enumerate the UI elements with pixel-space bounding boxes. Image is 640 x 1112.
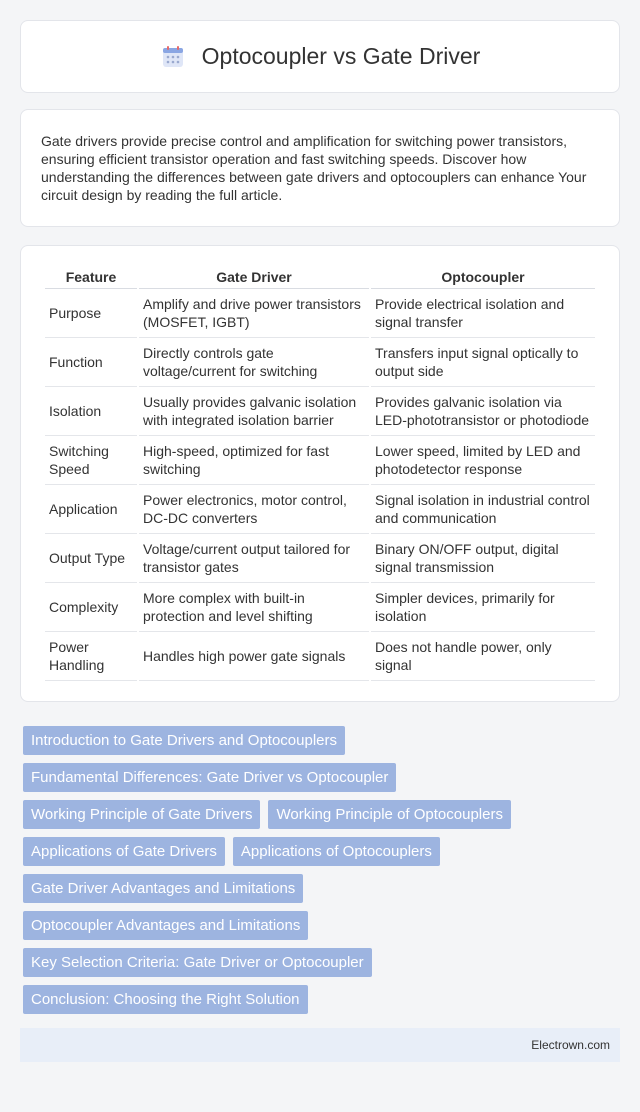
link-working-principle-gate-drivers[interactable]: Working Principle of Gate Drivers (23, 800, 260, 829)
table-row (45, 485, 595, 534)
cell-feature: Function (45, 338, 137, 387)
link-conclusion[interactable]: Conclusion: Choosing the Right Solution (23, 985, 308, 1014)
table-row (45, 387, 595, 436)
cell-feature: Switching Speed (45, 436, 137, 485)
page-title: Optocoupler vs Gate Driver (201, 43, 481, 69)
cell-optocoupler: Lower speed, limited by LED and photodetector response (371, 436, 595, 485)
title-card (20, 20, 620, 93)
cell-gate-driver: Usually provides galvanic isolation with integrated isolation barrier (139, 387, 369, 436)
cell-optocoupler: Does not handle power, only signal (371, 632, 595, 681)
cell-gate-driver: Handles high power gate signals (139, 632, 369, 681)
calendar-grid-icon (160, 44, 186, 70)
table-row (45, 338, 595, 387)
table-header-row (45, 262, 595, 289)
header-optocoupler: Optocoupler (371, 262, 595, 289)
cell-feature: Power Handling (45, 632, 137, 681)
comparison-table-card (20, 245, 620, 702)
intro-card (20, 109, 620, 227)
cell-gate-driver: Power electronics, motor control, DC-DC converters (139, 485, 369, 534)
link-introduction[interactable]: Introduction to Gate Drivers and Optocouplers (23, 726, 345, 755)
header-gate-driver: Gate Driver (139, 262, 369, 289)
table-row (45, 632, 595, 681)
link-applications-optocouplers[interactable]: Applications of Optocouplers (233, 837, 440, 866)
cell-gate-driver: Voltage/current output tailored for transistor gates (139, 534, 369, 583)
intro-paragraph: Gate drivers provide precise control and amplification for switching power transistors, ensuring efficient transistor operation and fast switching speeds. Discover how understanding the differences between gate drivers and optocouplers can enhance Your circuit design by reading the full article. (41, 133, 587, 203)
cell-optocoupler: Signal isolation in industrial control and communication (371, 485, 595, 534)
cell-optocoupler: Simpler devices, primarily for isolation (371, 583, 595, 632)
cell-optocoupler: Transfers input signal optically to output side (371, 338, 595, 387)
link-working-principle-optocouplers[interactable]: Working Principle of Optocouplers (268, 800, 511, 829)
table-row (45, 289, 595, 338)
cell-feature: Output Type (45, 534, 137, 583)
link-applications-gate-drivers[interactable]: Applications of Gate Drivers (23, 837, 225, 866)
cell-gate-driver: High-speed, optimized for fast switching (139, 436, 369, 485)
cell-feature: Isolation (45, 387, 137, 436)
table-row (45, 436, 595, 485)
footer (20, 1028, 620, 1062)
footer-site-name: Electrown.com (531, 1038, 610, 1052)
cell-gate-driver: Directly controls gate voltage/current for switching (139, 338, 369, 387)
cell-optocoupler: Provide electrical isolation and signal transfer (371, 289, 595, 338)
cell-optocoupler: Binary ON/OFF output, digital signal transmission (371, 534, 595, 583)
cell-gate-driver: Amplify and drive power transistors (MOSFET, IGBT) (139, 289, 369, 338)
header-feature: Feature (45, 262, 137, 289)
cell-optocoupler: Provides galvanic isolation via LED-phototransistor or photodiode (371, 387, 595, 436)
link-selection-criteria[interactable]: Key Selection Criteria: Gate Driver or Optocoupler (23, 948, 372, 977)
comparison-table (43, 262, 597, 681)
article-links (20, 726, 620, 1014)
cell-feature: Purpose (45, 289, 137, 338)
cell-feature: Complexity (45, 583, 137, 632)
table-row (45, 534, 595, 583)
table-row (45, 583, 595, 632)
link-fundamental-differences[interactable]: Fundamental Differences: Gate Driver vs Optocoupler (23, 763, 396, 792)
cell-gate-driver: More complex with built-in protection and level shifting (139, 583, 369, 632)
link-gate-driver-advantages[interactable]: Gate Driver Advantages and Limitations (23, 874, 303, 903)
cell-feature: Application (45, 485, 137, 534)
link-optocoupler-advantages[interactable]: Optocoupler Advantages and Limitations (23, 911, 308, 940)
